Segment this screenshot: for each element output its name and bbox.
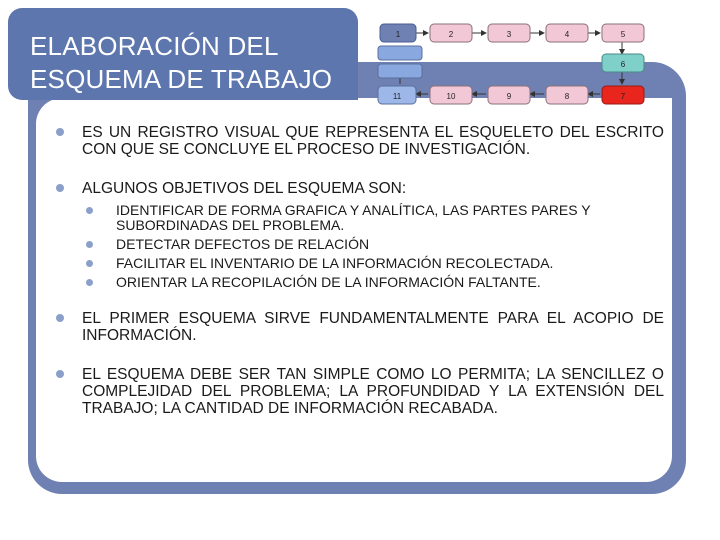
sub-bullet-icon: [86, 207, 93, 214]
svg-text:9: 9: [506, 92, 512, 101]
svg-text:10: 10: [446, 92, 456, 101]
sub-list: [52, 203, 664, 290]
sub-item: [52, 275, 664, 290]
bullet-icon: [56, 370, 64, 378]
node-11: [378, 86, 416, 104]
blank-node-a: [378, 46, 422, 60]
node-1: [380, 24, 416, 42]
node-4: [546, 24, 588, 42]
title-line-2: ESQUEMA DE TRABAJO: [30, 64, 333, 94]
node-10: [430, 86, 472, 104]
svg-text:4: 4: [564, 30, 570, 39]
sub-item-text: IDENTIFICAR DE FORMA GRAFICA Y ANALÍTICA, LAS PARTES PARES Y SUBORDINADAS DEL PROBLEMA.: [116, 202, 591, 233]
sub-item-text: FACILITAR EL INVENTARIO DE LA INFORMACIÓN RECOLECTADA.: [116, 255, 554, 271]
svg-text:1: 1: [395, 30, 401, 39]
title-box: [8, 8, 358, 100]
svg-text:3: 3: [506, 30, 512, 39]
node-6: [602, 54, 644, 72]
node-9: [488, 86, 530, 104]
bullet-icon: [56, 128, 64, 136]
sub-item-text: ORIENTAR LA RECOPILACIÓN DE LA INFORMACIÓN FALTANTE.: [116, 274, 541, 290]
bullet-item: [52, 180, 664, 197]
node-3: [488, 24, 530, 42]
node-2: [430, 24, 472, 42]
bullet-text: EL ESQUEMA DEBE SER TAN SIMPLE COMO LO PERMITA; LA SENCILLEZ O COMPLEJIDAD DEL PROBLEMA; LA PROFUNDIDAD Y LA EXTENSIÓN DEL TRABAJO; LA CANTIDAD DE INFORMACIÓN RECABADA.: [82, 366, 664, 417]
blank-node-b: [378, 64, 422, 78]
bullet-text: ES UN REGISTRO VISUAL QUE REPRESENTA EL ESQUELETO DEL ESCRITO CON QUE SE CONCLUYE EL PROCESO DE INVESTIGACIÓN.: [82, 124, 664, 158]
svg-text:5: 5: [620, 30, 626, 39]
node-8: [546, 86, 588, 104]
sub-item: [52, 256, 664, 271]
bullet-icon: [56, 314, 64, 322]
svg-text:11: 11: [392, 92, 402, 101]
sub-bullet-icon: [86, 279, 93, 286]
slide-title: [30, 30, 332, 96]
node-5: [602, 24, 644, 42]
flow-diagram: [364, 8, 664, 108]
bullet-item: [52, 124, 664, 158]
svg-text:7: 7: [620, 92, 626, 101]
node-7: [602, 86, 644, 104]
svg-text:2: 2: [448, 30, 454, 39]
sub-item: [52, 237, 664, 252]
sub-bullet-icon: [86, 260, 93, 267]
bullet-item: [52, 310, 664, 344]
bullet-item: [52, 366, 664, 417]
sub-item: [52, 203, 664, 233]
bullet-text: ALGUNOS OBJETIVOS DEL ESQUEMA SON:: [82, 180, 407, 197]
sub-bullet-icon: [86, 241, 93, 248]
svg-text:6: 6: [620, 60, 626, 69]
bullet-text: EL PRIMER ESQUEMA SIRVE FUNDAMENTALMENTE PARA EL ACOPIO DE INFORMACIÓN.: [82, 310, 664, 344]
content-list: [52, 124, 664, 439]
sub-item-text: DETECTAR DEFECTOS DE RELACIÓN: [116, 236, 370, 252]
title-line-1: ELABORACIÓN DEL: [30, 31, 279, 61]
bullet-icon: [56, 184, 64, 192]
svg-text:8: 8: [564, 92, 570, 101]
